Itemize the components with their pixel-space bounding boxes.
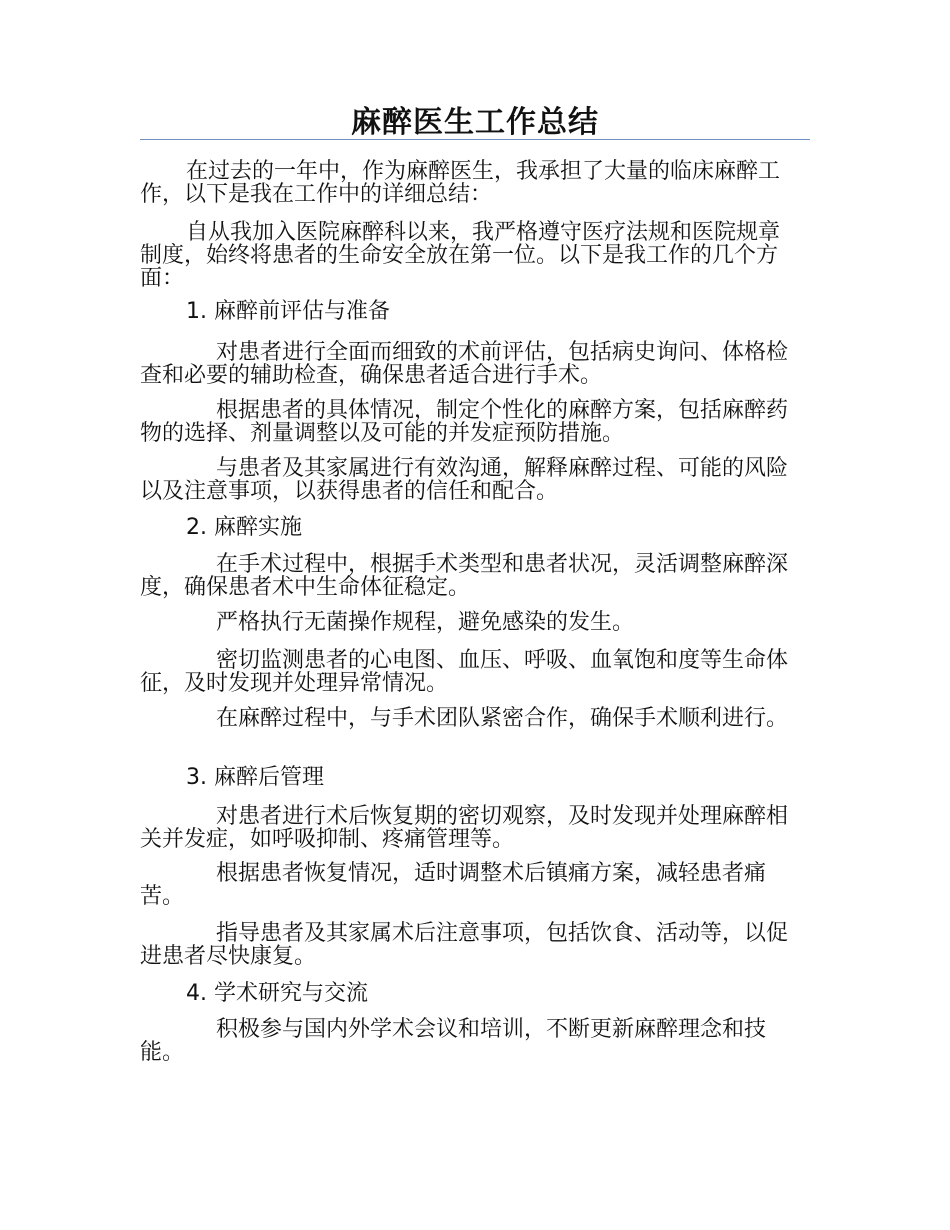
section-heading-4: 4. 学术研究与交流 bbox=[186, 981, 368, 1006]
document-title: 麻醉医生工作总结 bbox=[351, 105, 599, 140]
section-1-item-3: 与患者及其家属进行有效沟通，解释麻醉过程、可能的风险以及注意事项，以获得患者的信任和配合。 bbox=[140, 456, 789, 504]
section-1-item-2: 根据患者的具体情况，制定个性化的麻醉方案，包括麻醉药物的选择、剂量调整以及可能的并发症预防措施。 bbox=[140, 398, 789, 446]
intro-paragraph-1: 在过去的一年中，作为麻醉医生，我承担了大量的临床麻醉工作，以下是我在工作中的详细总结： bbox=[140, 159, 781, 207]
section-3-item-1: 对患者进行术后恢复期的密切观察，及时发现并处理麻醉相关并发症，如呼吸抑制、疼痛管理等。 bbox=[140, 804, 789, 852]
section-3-item-2: 根据患者恢复情况，适时调整术后镇痛方案，减轻患者痛苦。 bbox=[140, 861, 767, 909]
section-1-item-1: 对患者进行全面而细致的术前评估，包括病史询问、体格检查和必要的辅助检查，确保患者适合进行手术。 bbox=[140, 340, 789, 388]
section-2-item-1: 在手术过程中，根据手术类型和患者状况，灵活调整麻醉深度，确保患者术中生命体征稳定。 bbox=[140, 552, 789, 600]
section-4-item-1: 积极参与国内外学术会议和培训，不断更新麻醉理念和技能。 bbox=[140, 1017, 767, 1065]
section-2-item-4: 在麻醉过程中，与手术团队紧密合作，确保手术顺利进行。 bbox=[216, 706, 789, 731]
section-2-item-3: 密切监测患者的心电图、血压、呼吸、血氧饱和度等生命体征，及时发现并处理异常情况。 bbox=[140, 648, 789, 696]
title-underline bbox=[140, 139, 810, 140]
section-heading-3: 3. 麻醉后管理 bbox=[186, 765, 324, 790]
section-3-item-3: 指导患者及其家属术后注意事项，包括饮食、活动等，以促进患者尽快康复。 bbox=[140, 921, 789, 969]
section-heading-1: 1. 麻醉前评估与准备 bbox=[186, 299, 390, 324]
section-heading-2: 2. 麻醉实施 bbox=[186, 515, 302, 540]
section-2-item-2: 严格执行无菌操作规程，避免感染的发生。 bbox=[216, 610, 635, 635]
intro-paragraph-2: 自从我加入医院麻醉科以来，我严格遵守医疗法规和医院规章制度，始终将患者的生命安全放在第一位。以下是我工作的几个方面： bbox=[140, 220, 781, 291]
